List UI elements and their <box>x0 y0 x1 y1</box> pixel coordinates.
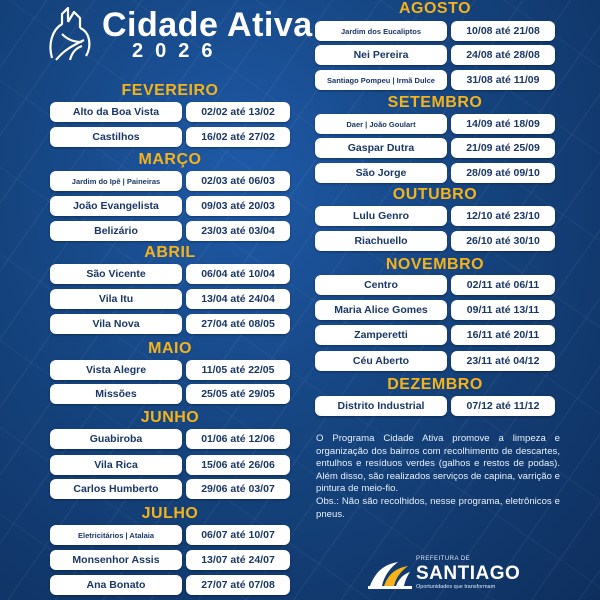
bairro-name: Jardim do Ipê | Paineiras <box>50 171 182 191</box>
month-heading: ABRIL <box>144 244 196 261</box>
bairro-name: Gaspar Dutra <box>315 138 447 158</box>
schedule-row <box>315 138 555 158</box>
periodo-dates: 09/11 até 13/11 <box>451 300 555 320</box>
schedule-row <box>315 275 555 295</box>
schedule-row <box>50 196 290 216</box>
schedule-row <box>50 314 290 334</box>
bairro-name: Riachuello <box>315 231 447 251</box>
prefeitura-logo <box>368 552 521 596</box>
periodo-dates: 02/11 até 06/11 <box>451 275 555 295</box>
schedule-row <box>315 396 555 416</box>
schedule-row <box>50 102 290 122</box>
prefeitura-emblem-icon <box>368 556 412 590</box>
periodo-dates: 27/04 até 08/05 <box>186 314 290 334</box>
bairro-name: Céu Aberto <box>315 351 447 371</box>
bairro-name: Centro <box>315 275 447 295</box>
bairro-name: Alto da Boa Vista <box>50 102 182 122</box>
periodo-dates: 31/08 até 11/09 <box>451 70 555 90</box>
schedule-row <box>315 114 555 134</box>
periodo-dates: 21/09 até 25/09 <box>451 138 555 158</box>
schedule-row <box>50 575 290 595</box>
description-obs: Obs.: Não são recolhidos, nesse programa, eletrônicos e pneus. <box>316 495 560 520</box>
schedule-row <box>50 525 290 545</box>
periodo-dates: 11/05 até 22/05 <box>186 360 290 380</box>
schedule-row <box>315 70 555 90</box>
month-heading: OUTUBRO <box>392 186 478 203</box>
prefeitura-name: SANTIAGO <box>416 563 521 584</box>
periodo-dates: 25/05 até 29/05 <box>186 384 290 404</box>
periodo-dates: 02/02 até 13/02 <box>186 102 290 122</box>
periodo-dates: 01/06 até 12/06 <box>186 429 290 449</box>
prefeitura-tagline: Oportunidades que transformam <box>416 584 496 590</box>
bairro-name: Eletricitários | Atalaia <box>50 525 182 545</box>
periodo-dates: 10/08 até 21/08 <box>451 21 555 41</box>
schedule-row <box>50 221 290 241</box>
month-heading: AGOSTO <box>398 0 472 17</box>
bairro-name: Carlos Humberto <box>50 479 182 499</box>
periodo-dates: 28/09 até 09/10 <box>451 163 555 183</box>
schedule-row <box>50 455 290 475</box>
periodo-dates: 26/10 até 30/10 <box>451 231 555 251</box>
bairro-name: Maria Alice Gomes <box>315 300 447 320</box>
periodo-dates: 06/04 até 10/04 <box>186 264 290 284</box>
periodo-dates: 15/06 até 26/06 <box>186 455 290 475</box>
brand-year: 2026 <box>132 40 225 62</box>
periodo-dates: 23/11 até 04/12 <box>451 351 555 371</box>
description-paragraph: O Programa Cidade Ativa promove a limpeza e organização dos bairros com recolhimento de descartes, entulhos e resíduos verdes (galhos e restos de podas). Além disso, são realizados serviços de capina, varrição e pintura de meio-fio. <box>316 433 560 495</box>
month-heading: DEZEMBRO <box>387 376 483 393</box>
month-heading: JUNHO <box>140 409 200 426</box>
schedule-row <box>50 429 290 449</box>
periodo-dates: 16/02 até 27/02 <box>186 127 290 147</box>
bairro-name: João Evangelista <box>50 196 182 216</box>
schedule-row <box>315 325 555 345</box>
schedule-row <box>50 127 290 147</box>
periodo-dates: 24/08 até 28/08 <box>451 45 555 65</box>
bairro-name: Santiago Pompeu | Irmã Dulce <box>315 70 447 90</box>
program-description <box>316 433 560 521</box>
schedule-row <box>50 384 290 404</box>
periodo-dates: 23/03 até 03/04 <box>186 221 290 241</box>
bairro-name: São Jorge <box>315 163 447 183</box>
bairro-name: Lulu Genro <box>315 206 447 226</box>
schedule-row <box>315 206 555 226</box>
prefeitura-prefix: PREFEITURA DE <box>416 556 471 562</box>
bairro-name: Belizário <box>50 221 182 241</box>
month-heading: NOVEMBRO <box>385 256 485 273</box>
schedule-row <box>315 231 555 251</box>
month-heading: FEVEREIRO <box>121 82 219 99</box>
periodo-dates: 13/07 até 24/07 <box>186 550 290 570</box>
bairro-name: Castilhos <box>50 127 182 147</box>
month-heading: MAIO <box>148 340 192 357</box>
periodo-dates: 14/09 até 18/09 <box>451 114 555 134</box>
bairro-name: Ana Bonato <box>50 575 182 595</box>
bairro-name: Guabiroba <box>50 429 182 449</box>
bairro-name: Vista Alegre <box>50 360 182 380</box>
header <box>40 0 313 66</box>
bairro-name: Vila Nova <box>50 314 182 334</box>
periodo-dates: 12/10 até 23/10 <box>451 206 555 226</box>
periodo-dates: 27/07 até 07/08 <box>186 575 290 595</box>
periodo-dates: 29/06 até 03/07 <box>186 479 290 499</box>
periodo-dates: 09/03 até 20/03 <box>186 196 290 216</box>
month-heading: JULHO <box>141 505 199 522</box>
bairro-name: Vila Itu <box>50 289 182 309</box>
bairro-name: Jardim dos Eucaliptos <box>315 21 447 41</box>
bairro-name: Missões <box>50 384 182 404</box>
city-leaf-logo-icon <box>46 4 94 64</box>
schedule-row <box>315 21 555 41</box>
brand-title: Cidade Ativa <box>102 6 313 44</box>
schedule-row <box>315 45 555 65</box>
bairro-name: Daer | João Goulart <box>315 114 447 134</box>
schedule-row <box>50 360 290 380</box>
schedule-row <box>315 300 555 320</box>
bairro-name: São Vicente <box>50 264 182 284</box>
periodo-dates: 06/07 até 10/07 <box>186 525 290 545</box>
bairro-name: Nei Pereira <box>315 45 447 65</box>
periodo-dates: 13/04 até 24/04 <box>186 289 290 309</box>
month-heading: SETEMBRO <box>387 94 483 111</box>
bairro-name: Vila Rica <box>50 455 182 475</box>
periodo-dates: 16/11 até 20/11 <box>451 325 555 345</box>
periodo-dates: 02/03 até 06/03 <box>186 171 290 191</box>
schedule-row <box>50 550 290 570</box>
month-heading: MARÇO <box>138 151 202 168</box>
periodo-dates: 07/12 até 11/12 <box>451 396 555 416</box>
schedule-row <box>50 289 290 309</box>
bairro-name: Distrito Industrial <box>315 396 447 416</box>
schedule-row <box>50 264 290 284</box>
bairro-name: Zamperetti <box>315 325 447 345</box>
schedule-row <box>50 171 290 191</box>
schedule-row <box>315 163 555 183</box>
schedule-row <box>50 479 290 499</box>
bairro-name: Monsenhor Assis <box>50 550 182 570</box>
schedule-row <box>315 351 555 371</box>
